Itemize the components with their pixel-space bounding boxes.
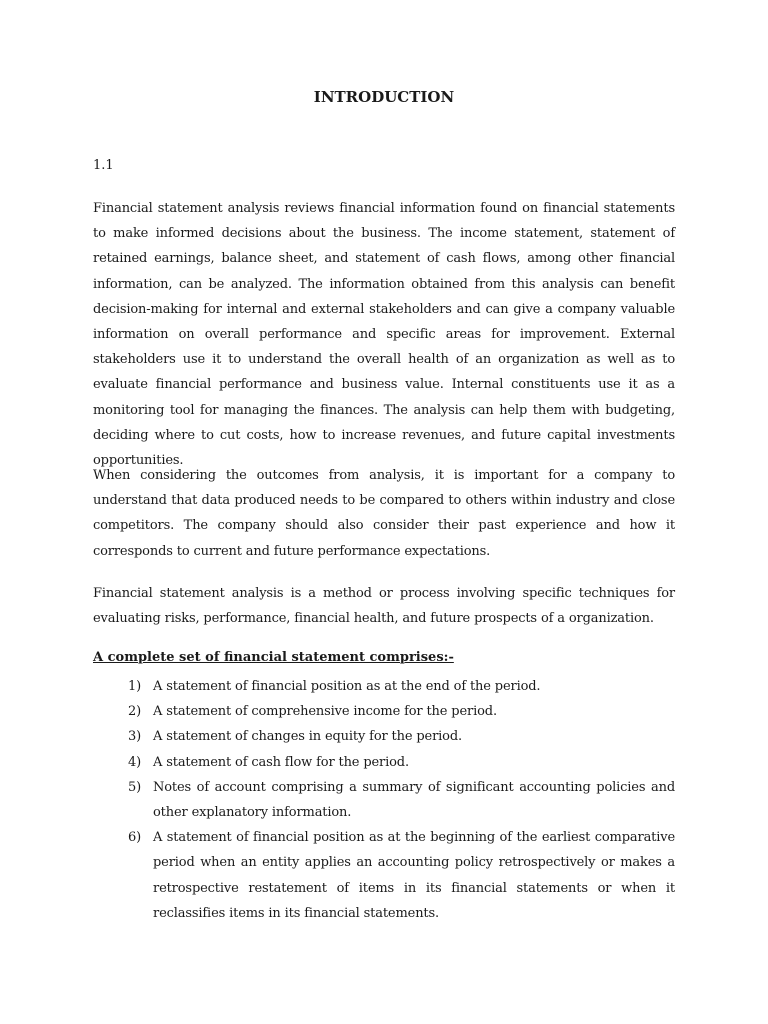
list-item xyxy=(123,825,675,926)
page-title: INTRODUCTION xyxy=(313,88,455,106)
list-item-text: A statement of changes in equity for the period. xyxy=(153,729,462,745)
paragraph-1: Financial statement analysis reviews financial information found on financial statements to make informed decisions about the business. The income statement, statement of retained earnings, balance sheet, and statement of cash flows, among other financial information, can be analyzed. The information obtained from this analysis can benefit decision-making for internal and external stakeholders and can give a company valuable information on overall performance and specific areas for improvement. External stakeholders use it to understand the overall health of an organization as well as to evaluate financial performance and business value. Internal constituents use it as a monitoring tool for managing the finances. The analysis can help them with budgeting, deciding where to cut costs, how to increase revenues, and future capital investments opportunities. xyxy=(93,201,675,469)
list-item-text: A statement of financial position as at the beginning of the earliest comparative period when an entity applies an accounting policy retrospectively or makes a retrospective restatement of items in its financial statements or when it reclassifies items in its financial statements. xyxy=(153,830,675,921)
section-number: 1.1 xyxy=(93,158,114,173)
list-item-number: 4) xyxy=(128,754,142,770)
list-item xyxy=(123,750,675,775)
list-item-text: Notes of account comprising a summary of significant accounting policies and other explanatory information. xyxy=(153,779,675,821)
list-item-text: A statement of cash flow for the period. xyxy=(153,754,409,770)
list-item-number: 6) xyxy=(128,830,142,846)
list-item-number: 5) xyxy=(128,779,142,795)
list-item xyxy=(123,699,675,724)
paragraph-3: Financial statement analysis is a method or process involving specific techniques for evaluating risks, performance, financial health, and future prospects of a organization. xyxy=(93,586,675,627)
list-item xyxy=(123,674,675,699)
list-item-text: A statement of comprehensive income for the period. xyxy=(153,704,497,720)
list-item-number: 2) xyxy=(128,704,142,720)
list-item-number: 3) xyxy=(128,729,142,745)
paragraph-2: When considering the outcomes from analysis, it is important for a company to understand that data produced needs to be compared to others within industry and close competitors. The company should also consider their past experience and how it corresponds to current and future performance expectations. xyxy=(93,468,675,559)
list-item-text: A statement of financial position as at the end of the period. xyxy=(153,679,541,694)
list-heading: A complete set of financial statement comprises:- xyxy=(93,650,454,665)
statement-list xyxy=(123,674,675,926)
list-item xyxy=(123,724,675,749)
list-item-number: 1) xyxy=(128,679,142,694)
list-item xyxy=(123,775,675,825)
